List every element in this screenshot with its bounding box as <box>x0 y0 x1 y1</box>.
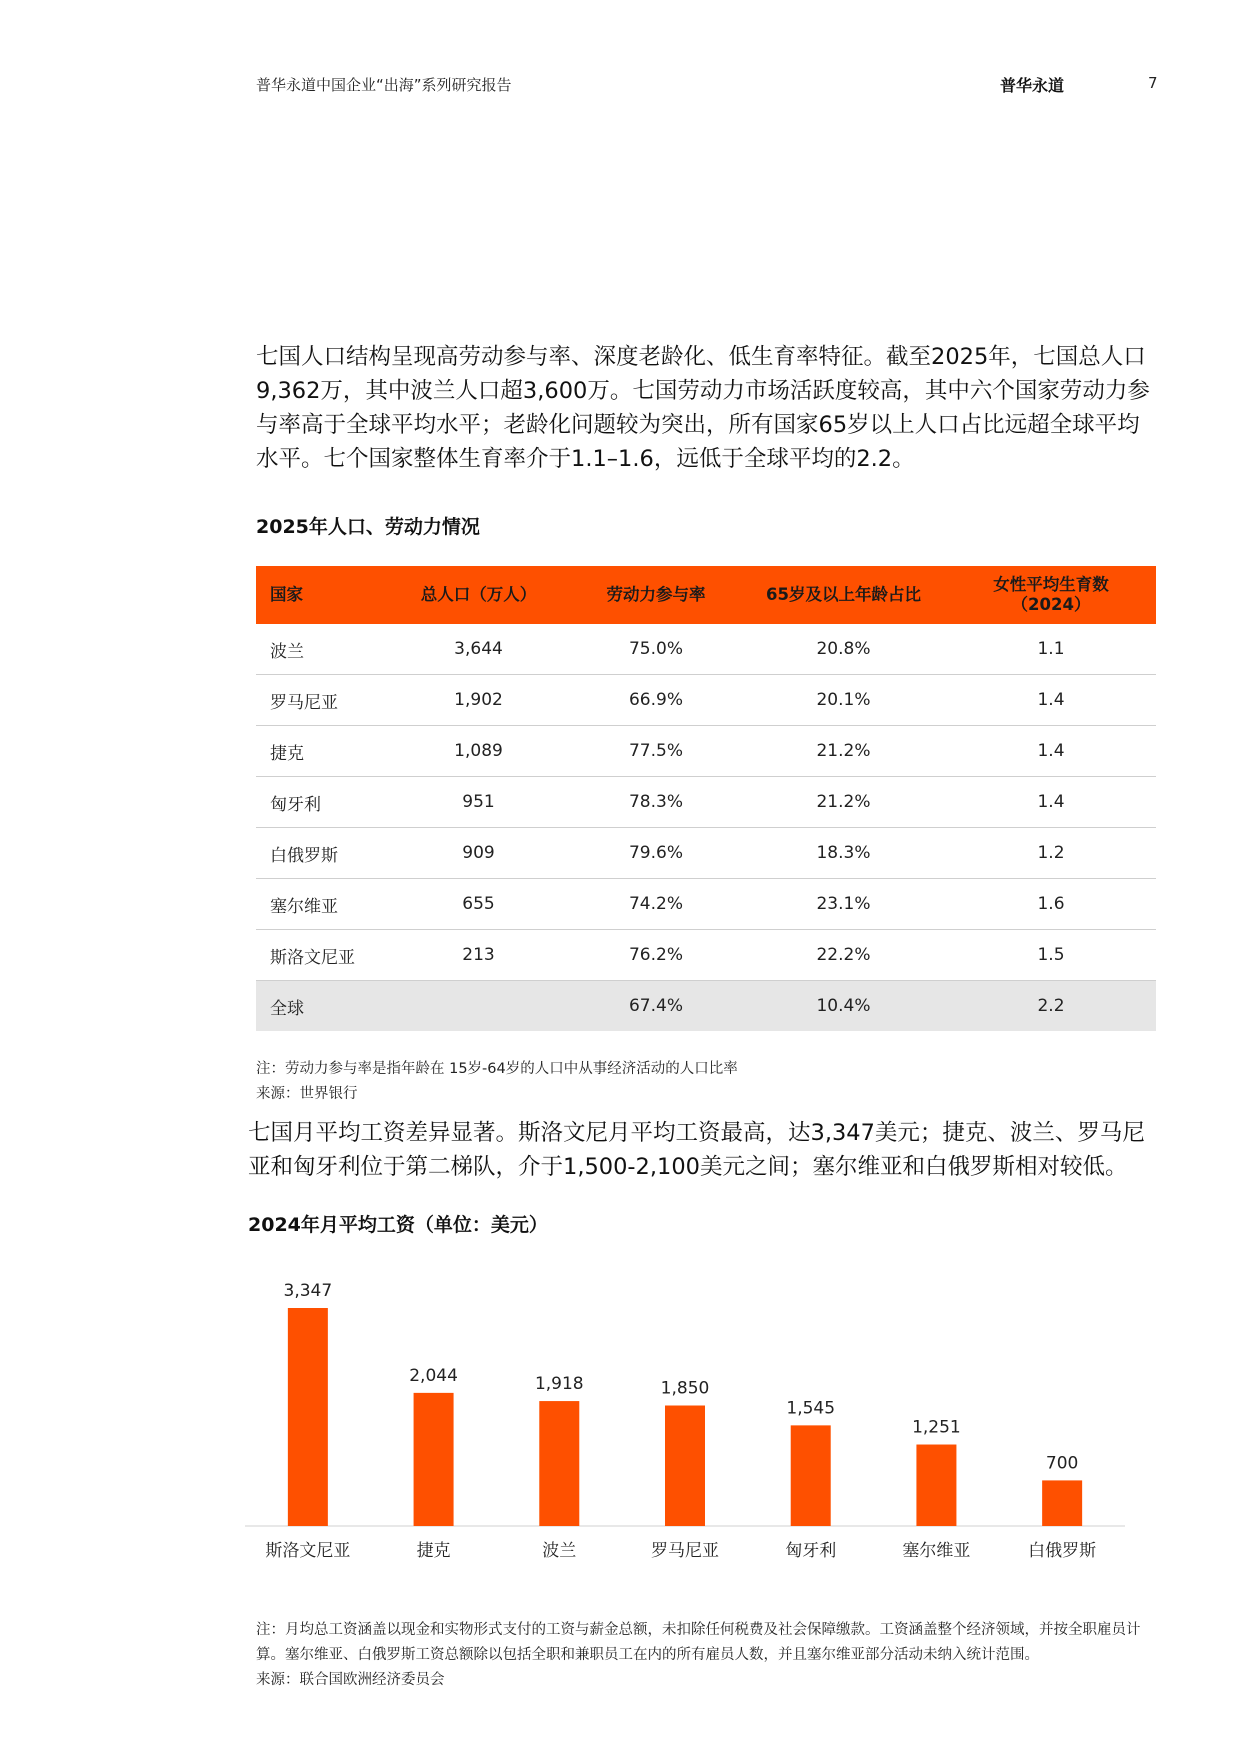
cell-population <box>386 981 571 1032</box>
table-notes <box>256 1057 1156 1107</box>
cell-population: 951 <box>386 777 571 828</box>
page-number: 7 <box>1148 74 1158 92</box>
bar <box>665 1406 705 1526</box>
category-label: 捷克 <box>416 1541 451 1561</box>
header-country: 国家 <box>256 566 386 624</box>
header-fertility-line2: （2024） <box>1011 595 1091 614</box>
table-note: 注：劳动力参与率是指年龄在 15岁-64岁的人口中从事经济活动的人口比率 <box>256 1061 738 1077</box>
cell-population: 909 <box>386 828 571 879</box>
bar <box>916 1445 956 1526</box>
category-label: 罗马尼亚 <box>651 1541 719 1561</box>
chart-title: 2024年月平均工资（单位：美元） <box>248 1214 548 1236</box>
cell-fertility: 1.4 <box>946 777 1156 828</box>
data-label: 700 <box>1045 1453 1079 1474</box>
table-row <box>256 624 1156 675</box>
category-label: 波兰 <box>542 1541 577 1561</box>
cell-fertility: 2.2 <box>946 981 1156 1032</box>
cell-country: 匈牙利 <box>256 777 386 828</box>
brand-logo-text: 普华永道 <box>1000 76 1065 95</box>
cell-population: 213 <box>386 930 571 981</box>
data-label: 2,044 <box>409 1365 458 1386</box>
bar <box>791 1425 831 1526</box>
data-label: 1,251 <box>912 1417 961 1438</box>
header-fertility <box>946 566 1156 624</box>
header-labor-rate: 劳动力参与率 <box>571 566 741 624</box>
cell-fertility: 1.2 <box>946 828 1156 879</box>
table-header-row <box>256 566 1156 624</box>
cell-fertility: 1.4 <box>946 675 1156 726</box>
cell-labor-rate: 67.4% <box>571 981 741 1032</box>
cell-labor-rate: 78.3% <box>571 777 741 828</box>
bar <box>414 1393 454 1526</box>
chart-notes <box>256 1618 1161 1693</box>
table-title: 2025年人口、劳动力情况 <box>256 516 480 538</box>
cell-country: 全球 <box>256 981 386 1032</box>
header-aged-share: 65岁及以上年龄占比 <box>741 566 946 624</box>
chart-note: 注：月均总工资涵盖以现金和实物形式支付的工资与薪金总额，未扣除任何税费及社会保障缴款。工资涵盖整个经济领域，并按全职雇员计算。塞尔维亚、白俄罗斯工资总额除以包括全职和兼职员工在内的所有雇员人数，并且塞尔维亚部分活动未纳入统计范围。 <box>256 1622 1141 1663</box>
cell-aged-share: 10.4% <box>741 981 946 1032</box>
header-population: 总人口（万人） <box>386 566 571 624</box>
cell-aged-share: 22.2% <box>741 930 946 981</box>
cell-population: 1,902 <box>386 675 571 726</box>
category-label: 斯洛文尼亚 <box>265 1541 351 1561</box>
cell-aged-share: 23.1% <box>741 879 946 930</box>
cell-aged-share: 20.8% <box>741 624 946 675</box>
cell-population: 3,644 <box>386 624 571 675</box>
cell-labor-rate: 79.6% <box>571 828 741 879</box>
header-fertility-line1: 女性平均生育数 <box>993 575 1109 594</box>
cell-country: 斯洛文尼亚 <box>256 930 386 981</box>
cell-aged-share: 20.1% <box>741 675 946 726</box>
category-label: 白俄罗斯 <box>1028 1541 1097 1561</box>
bar <box>539 1401 579 1526</box>
data-label: 1,545 <box>786 1398 836 1419</box>
bar <box>288 1308 328 1526</box>
wage-bar-chart <box>240 1268 1140 1584</box>
table-row <box>256 930 1156 981</box>
population-table <box>256 566 1156 1031</box>
cell-fertility: 1.4 <box>946 726 1156 777</box>
cell-country: 波兰 <box>256 624 386 675</box>
cell-labor-rate: 75.0% <box>571 624 741 675</box>
cell-population: 1,089 <box>386 726 571 777</box>
table-row-global <box>256 981 1156 1032</box>
table-row <box>256 726 1156 777</box>
cell-labor-rate: 77.5% <box>571 726 741 777</box>
cell-country: 白俄罗斯 <box>256 828 386 879</box>
bar <box>1042 1480 1082 1526</box>
data-label: 1,918 <box>534 1374 584 1395</box>
cell-fertility: 1.6 <box>946 879 1156 930</box>
intro-paragraph: 七国人口结构呈现高劳动参与率、深度老龄化、低生育率特征。截至2025年，七国总人口9,362万，其中波兰人口超3,600万。七国劳动力市场活跃度较高，其中六个国家劳动力参与率高于全球平均水平；老龄化问题较为突出，所有国家65岁以上人口占比远超全球平均水平。七个国家整体生育率介于1.1–1.6，远低于全球平均的2.2。 <box>256 344 1150 472</box>
table-row <box>256 879 1156 930</box>
cell-labor-rate: 76.2% <box>571 930 741 981</box>
table-row <box>256 828 1156 879</box>
cell-labor-rate: 66.9% <box>571 675 741 726</box>
category-label: 匈牙利 <box>785 1541 837 1561</box>
data-label: 1,850 <box>660 1378 710 1399</box>
category-label: 塞尔维亚 <box>902 1541 971 1561</box>
table-source: 来源：世界银行 <box>256 1086 358 1102</box>
cell-fertility: 1.5 <box>946 930 1156 981</box>
wage-paragraph: 七国月平均工资差异显著。斯洛文尼月平均工资最高，达3,347美元；捷克、波兰、罗马尼亚和匈牙利位于第二梯队，介于1,500-2,100美元之间；塞尔维亚和白俄罗斯相对较低。 <box>248 1120 1145 1180</box>
cell-population: 655 <box>386 879 571 930</box>
table-row <box>256 777 1156 828</box>
cell-country: 捷克 <box>256 726 386 777</box>
cell-country: 塞尔维亚 <box>256 879 386 930</box>
cell-aged-share: 21.2% <box>741 726 946 777</box>
cell-aged-share: 18.3% <box>741 828 946 879</box>
cell-aged-share: 21.2% <box>741 777 946 828</box>
cell-fertility: 1.1 <box>946 624 1156 675</box>
data-label: 3,347 <box>283 1281 333 1301</box>
cell-country: 罗马尼亚 <box>256 675 386 726</box>
report-title: 普华永道中国企业“出海”系列研究报告 <box>256 76 512 94</box>
table-row <box>256 675 1156 726</box>
chart-source: 来源：联合国欧洲经济委员会 <box>256 1672 445 1688</box>
cell-labor-rate: 74.2% <box>571 879 741 930</box>
